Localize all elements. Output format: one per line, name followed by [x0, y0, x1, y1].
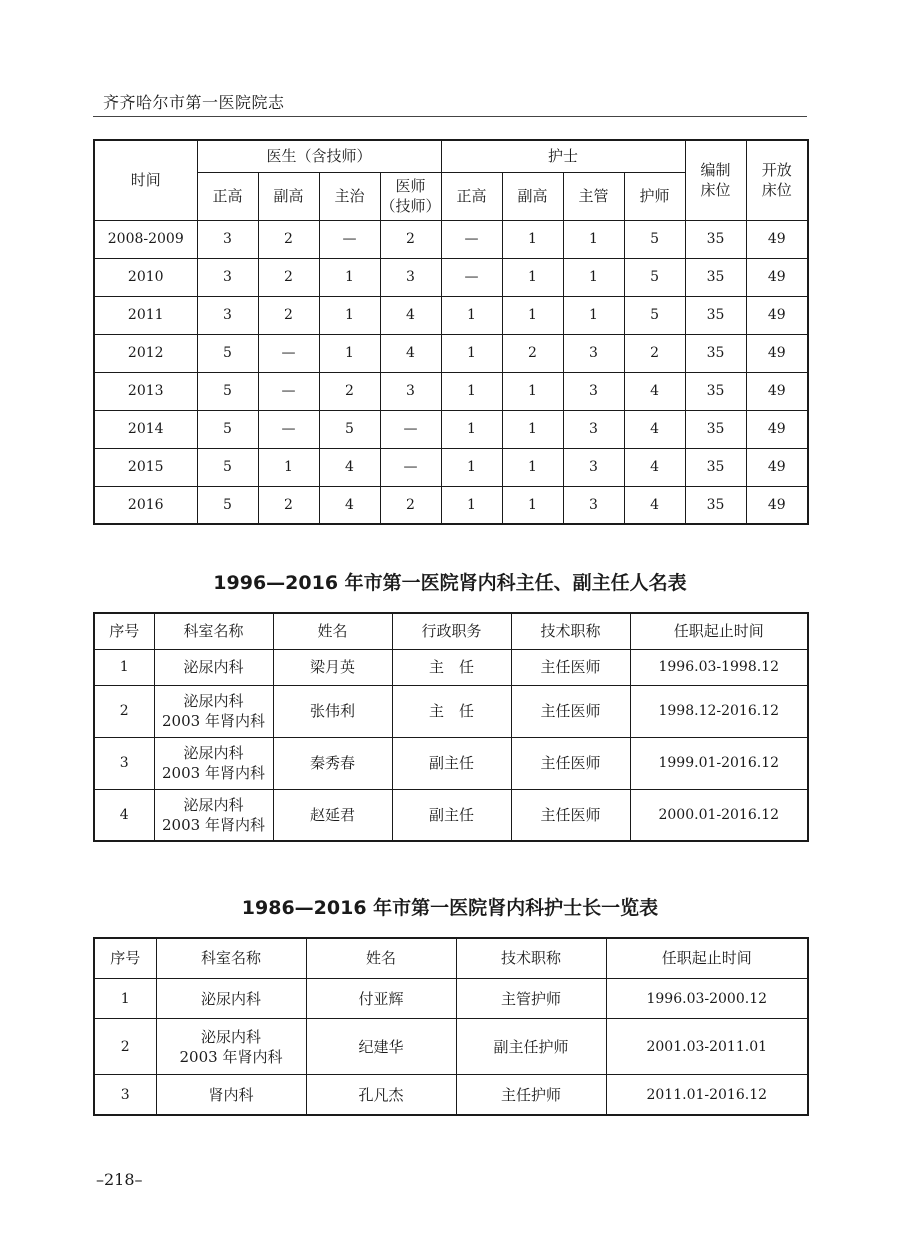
staff-cell-beds-fixed: 35	[685, 334, 746, 372]
admin-post: 副主任	[392, 737, 511, 789]
department-line: 泌尿内科	[183, 658, 244, 676]
row-number: 3	[94, 737, 154, 789]
nurse-col-nurse: 护师	[624, 172, 685, 220]
group-doctors-header: 医生（含技师）	[197, 140, 441, 172]
staff-cell-doc-physician: 3	[380, 258, 441, 296]
row-number: 1	[94, 649, 154, 685]
staff-cell-beds-fixed: 35	[685, 372, 746, 410]
term-period: 1998.12-2016.12	[630, 685, 808, 737]
staff-cell-doc-senior: 5	[197, 334, 258, 372]
directors-col-dept: 科室名称	[154, 613, 273, 649]
staff-row	[94, 258, 808, 296]
staff-cell-doc-senior: 5	[197, 448, 258, 486]
staff-cell-doc-attending: —	[319, 220, 380, 258]
staff-cell-doc-associate: 1	[258, 448, 319, 486]
tech-title: 主任医师	[511, 685, 630, 737]
staff-cell-nurse-supervisor: 1	[563, 220, 624, 258]
staff-cell-beds-fixed: 35	[685, 486, 746, 524]
staff-cell-doc-senior: 5	[197, 410, 258, 448]
nurses-row	[94, 1075, 808, 1115]
directors-col-name: 姓名	[273, 613, 392, 649]
staff-cell-doc-physician: 4	[380, 296, 441, 334]
directors-table-caption: 1996—2016 年市第一医院肾内科主任、副主任人名表	[213, 572, 687, 594]
row-number: 2	[94, 685, 154, 737]
department	[154, 649, 273, 685]
department	[154, 685, 273, 737]
nurse-col-associate: 副高	[502, 172, 563, 220]
staff-cell-doc-senior: 5	[197, 372, 258, 410]
group-nurses-header: 护士	[441, 140, 685, 172]
doctor-col-senior: 正高	[197, 172, 258, 220]
staff-cell-beds-open: 49	[746, 258, 808, 296]
term-period: 1996.03-1998.12	[630, 649, 808, 685]
staff-cell-doc-physician: —	[380, 448, 441, 486]
staff-row	[94, 486, 808, 524]
bed-fixed-line2: 床位	[700, 181, 731, 200]
staff-cell-doc-physician: 2	[380, 486, 441, 524]
staff-cell-nurse-nurse: 4	[624, 410, 685, 448]
staff-cell-beds-fixed: 35	[685, 448, 746, 486]
page-number: –218–	[96, 1170, 143, 1189]
staff-cell-year: 2016	[94, 486, 197, 524]
department-line: 泌尿内科	[200, 1027, 261, 1046]
staff-row	[94, 334, 808, 372]
department-line: 肾内科	[208, 1085, 254, 1104]
nurses-table-caption: 1986—2016 年市第一医院肾内科护士长一览表	[241, 897, 659, 919]
person-name: 孔凡杰	[306, 1075, 456, 1115]
staff-cell-nurse-supervisor: 1	[563, 296, 624, 334]
term-period: 2001.03-2011.01	[606, 1019, 808, 1075]
person-name: 梁月英	[273, 649, 392, 685]
staff-cell-beds-open: 49	[746, 296, 808, 334]
staff-cell-doc-physician: —	[380, 410, 441, 448]
staff-cell-doc-physician: 2	[380, 220, 441, 258]
staff-cell-doc-attending: 1	[319, 334, 380, 372]
directors-row	[94, 685, 808, 737]
staff-table	[93, 139, 809, 525]
staff-cell-nurse-senior: 1	[441, 410, 502, 448]
staff-cell-nurse-nurse: 5	[624, 220, 685, 258]
staff-cell-doc-associate: —	[258, 372, 319, 410]
staff-cell-doc-associate: —	[258, 410, 319, 448]
person-name: 张伟利	[273, 685, 392, 737]
staff-cell-nurse-nurse: 4	[624, 372, 685, 410]
tech-title: 主管护师	[456, 978, 606, 1018]
staff-cell-nurse-senior: —	[441, 220, 502, 258]
admin-post: 主 任	[392, 685, 511, 737]
staff-cell-beds-open: 49	[746, 410, 808, 448]
staff-cell-nurse-associate: 1	[502, 220, 563, 258]
staff-cell-year: 2015	[94, 448, 197, 486]
tech-title: 主任医师	[511, 649, 630, 685]
staff-cell-doc-attending: 4	[319, 448, 380, 486]
doctor-col-physician	[380, 172, 441, 220]
staff-cell-nurse-supervisor: 3	[563, 448, 624, 486]
directors-col-post: 行政职务	[392, 613, 511, 649]
staff-cell-beds-open: 49	[746, 372, 808, 410]
staff-cell-nurse-nurse: 5	[624, 258, 685, 296]
staff-cell-nurse-supervisor: 3	[563, 334, 624, 372]
staff-cell-beds-fixed: 35	[685, 296, 746, 334]
tech-title: 主任医师	[511, 737, 630, 789]
bed-open-line1: 开放	[761, 161, 792, 180]
col-time-header: 时间	[94, 140, 197, 220]
physician-line2: （技师）	[380, 197, 441, 215]
term-period: 2000.01-2016.12	[630, 789, 808, 841]
admin-post: 副主任	[392, 789, 511, 841]
doctor-col-attending: 主治	[319, 172, 380, 220]
staff-cell-year: 2011	[94, 296, 197, 334]
staff-cell-year: 2013	[94, 372, 197, 410]
staff-cell-nurse-associate: 1	[502, 372, 563, 410]
staff-row	[94, 410, 808, 448]
staff-cell-beds-open: 49	[746, 448, 808, 486]
staff-cell-nurse-associate: 1	[502, 448, 563, 486]
staff-row	[94, 372, 808, 410]
nurses-row	[94, 1019, 808, 1075]
department-line: 泌尿内科	[200, 989, 261, 1008]
staff-cell-doc-senior: 3	[197, 258, 258, 296]
staff-cell-doc-senior: 3	[197, 296, 258, 334]
staff-cell-beds-fixed: 35	[685, 410, 746, 448]
staff-cell-doc-attending: 5	[319, 410, 380, 448]
col-bed-fixed-header	[685, 140, 746, 220]
staff-cell-nurse-associate: 1	[502, 486, 563, 524]
staff-cell-nurse-associate: 1	[502, 296, 563, 334]
department	[154, 737, 273, 789]
department	[156, 1075, 306, 1115]
nurses-col-term: 任职起止时间	[606, 938, 808, 978]
staff-cell-doc-physician: 4	[380, 334, 441, 372]
tech-title: 副主任护师	[456, 1019, 606, 1075]
nurses-col-title: 技术职称	[456, 938, 606, 978]
nurses-table	[93, 937, 809, 1116]
nurses-header-row	[94, 938, 808, 978]
staff-row	[94, 296, 808, 334]
staff-cell-doc-associate: 2	[258, 258, 319, 296]
col-bed-open-header	[746, 140, 808, 220]
staff-cell-nurse-nurse: 4	[624, 448, 685, 486]
department	[156, 978, 306, 1018]
tech-title: 主任护师	[456, 1075, 606, 1115]
running-header-title: 齐齐哈尔市第一医院院志	[103, 93, 285, 112]
nurses-col-dept: 科室名称	[156, 938, 306, 978]
staff-row	[94, 448, 808, 486]
staff-cell-doc-associate: 2	[258, 220, 319, 258]
staff-cell-nurse-senior: 1	[441, 372, 502, 410]
staff-cell-beds-open: 49	[746, 334, 808, 372]
staff-cell-nurse-supervisor: 1	[563, 258, 624, 296]
staff-cell-doc-attending: 1	[319, 258, 380, 296]
physician-line1: 医师	[395, 177, 426, 195]
header-rule	[93, 116, 807, 117]
department-line: 泌尿内科	[183, 744, 244, 762]
staff-cell-nurse-senior: 1	[441, 334, 502, 372]
staff-cell-nurse-supervisor: 3	[563, 372, 624, 410]
staff-cell-year: 2008-2009	[94, 220, 197, 258]
staff-cell-doc-senior: 5	[197, 486, 258, 524]
staff-cell-beds-open: 49	[746, 486, 808, 524]
staff-cell-beds-open: 49	[746, 220, 808, 258]
department-line: 2003 年肾内科	[162, 764, 265, 782]
row-number: 4	[94, 789, 154, 841]
staff-cell-nurse-nurse: 4	[624, 486, 685, 524]
nurse-col-senior: 正高	[441, 172, 502, 220]
bed-fixed-line1: 编制	[700, 161, 731, 180]
staff-cell-nurse-associate: 1	[502, 258, 563, 296]
staff-cell-doc-associate: —	[258, 334, 319, 372]
staff-cell-nurse-senior: 1	[441, 486, 502, 524]
staff-cell-nurse-supervisor: 3	[563, 486, 624, 524]
staff-cell-doc-associate: 2	[258, 296, 319, 334]
term-period: 1999.01-2016.12	[630, 737, 808, 789]
staff-cell-nurse-senior: —	[441, 258, 502, 296]
staff-cell-nurse-associate: 2	[502, 334, 563, 372]
staff-cell-nurse-nurse: 2	[624, 334, 685, 372]
staff-cell-doc-physician: 3	[380, 372, 441, 410]
term-period: 1996.03-2000.12	[606, 978, 808, 1018]
staff-cell-beds-fixed: 35	[685, 220, 746, 258]
staff-cell-doc-attending: 2	[319, 372, 380, 410]
directors-col-term: 任职起止时间	[630, 613, 808, 649]
staff-cell-nurse-associate: 1	[502, 410, 563, 448]
person-name: 纪建华	[306, 1019, 456, 1075]
nurse-col-supervisor: 主管	[563, 172, 624, 220]
staff-cell-doc-attending: 4	[319, 486, 380, 524]
tech-title: 主任医师	[511, 789, 630, 841]
staff-row	[94, 220, 808, 258]
person-name: 付亚辉	[306, 978, 456, 1018]
staff-cell-nurse-senior: 1	[441, 296, 502, 334]
nurses-col-no: 序号	[94, 938, 156, 978]
directors-col-title: 技术职称	[511, 613, 630, 649]
person-name: 赵延君	[273, 789, 392, 841]
staff-cell-doc-associate: 2	[258, 486, 319, 524]
row-number: 2	[94, 1019, 156, 1075]
nurses-col-name: 姓名	[306, 938, 456, 978]
row-number: 3	[94, 1075, 156, 1115]
directors-col-no: 序号	[94, 613, 154, 649]
department-line: 2003 年肾内科	[162, 712, 265, 730]
directors-row	[94, 737, 808, 789]
department-line: 泌尿内科	[183, 692, 244, 710]
directors-row	[94, 789, 808, 841]
department-line: 2003 年肾内科	[179, 1047, 283, 1066]
directors-row	[94, 649, 808, 685]
department	[156, 1019, 306, 1075]
bed-open-line2: 床位	[761, 181, 792, 200]
directors-table	[93, 612, 809, 842]
directors-header-row	[94, 613, 808, 649]
staff-cell-nurse-supervisor: 3	[563, 410, 624, 448]
term-period: 2011.01-2016.12	[606, 1075, 808, 1115]
admin-post: 主 任	[392, 649, 511, 685]
staff-cell-year: 2012	[94, 334, 197, 372]
doctor-col-associate: 副高	[258, 172, 319, 220]
staff-cell-doc-attending: 1	[319, 296, 380, 334]
department-line: 泌尿内科	[183, 795, 244, 814]
staff-cell-year: 2010	[94, 258, 197, 296]
staff-cell-nurse-senior: 1	[441, 448, 502, 486]
staff-cell-beds-fixed: 35	[685, 258, 746, 296]
staff-cell-nurse-nurse: 5	[624, 296, 685, 334]
department	[154, 789, 273, 841]
staff-cell-doc-senior: 3	[197, 220, 258, 258]
nurses-row	[94, 978, 808, 1018]
department-line: 2003 年肾内科	[162, 815, 265, 834]
row-number: 1	[94, 978, 156, 1018]
person-name: 秦秀春	[273, 737, 392, 789]
staff-cell-year: 2014	[94, 410, 197, 448]
